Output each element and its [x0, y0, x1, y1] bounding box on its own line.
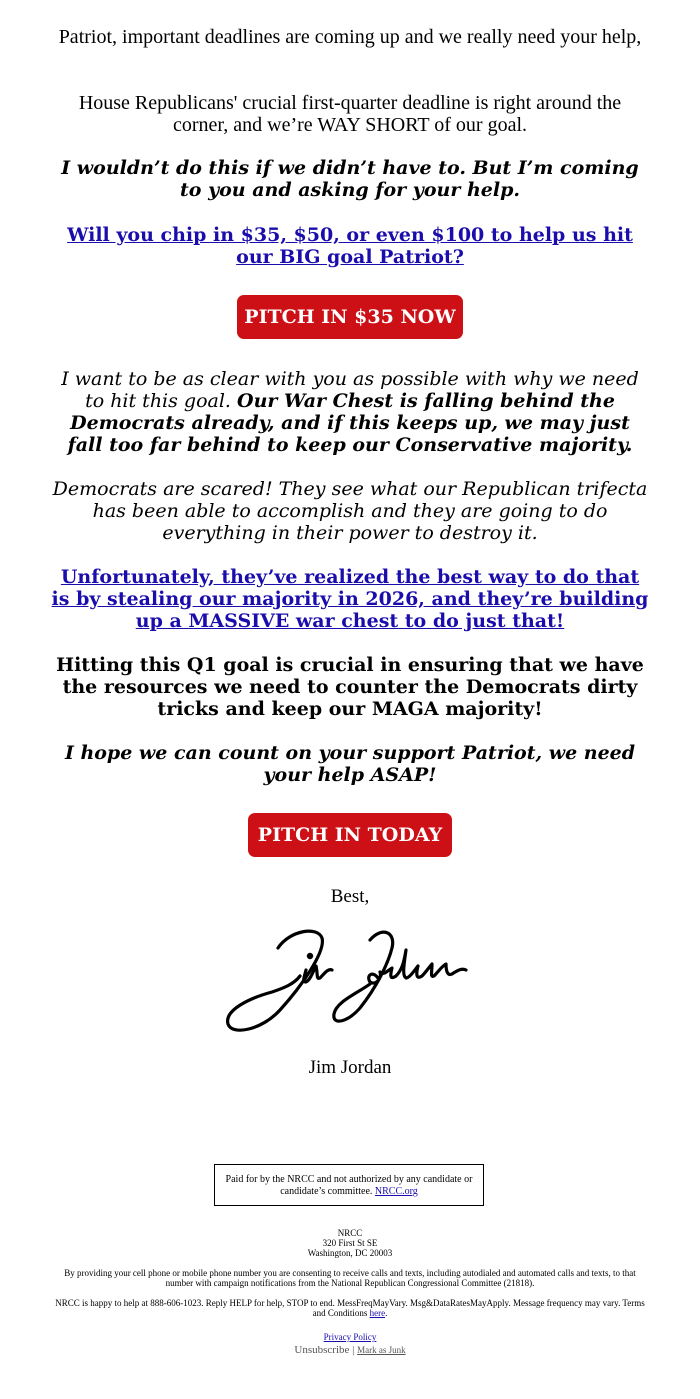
privacy-policy-link[interactable]: Privacy Policy: [323, 1332, 377, 1342]
help-text: [50, 1298, 650, 1318]
help-end: .: [385, 1308, 388, 1318]
majority-link[interactable]: Unfortunately, they’ve realized the best way to do that is by stealing our majority in 2026, and they’re building up a MASSIVE war chest to do just that!: [51, 566, 649, 632]
nrcc-link[interactable]: NRCC.org: [374, 1186, 418, 1197]
footer-separator: |: [352, 1344, 355, 1356]
support-paragraph: I hope we can count on your support Patriot, we need your help ASAP!: [64, 742, 636, 786]
pitch-in-35-button[interactable]: PITCH IN $35 NOW: [237, 295, 463, 339]
appeal-paragraph: I wouldn’t do this if we didn’t have to. But I’m coming to you and asking for your help.: [61, 157, 639, 201]
democrats-paragraph: Democrats are scared! They see what our Republican trifecta has been able to accomplish and they are going to do everything in their power to destroy it.: [52, 478, 648, 544]
donate-ask-link[interactable]: Will you chip in $35, $50, or even $100 to help us hit our BIG goal Patriot?: [67, 224, 633, 268]
closing: Best,: [330, 886, 370, 907]
donate-ask-paragraph: [50, 224, 650, 268]
war-chest-paragraph: [50, 368, 650, 456]
disclaimer-text: Paid for by the NRCC and not authorized by any candidate or candidate’s committee.: [225, 1174, 473, 1197]
unsubscribe-link[interactable]: Unsubscribe: [294, 1344, 350, 1356]
pitch-in-today-button[interactable]: PITCH IN TODAY: [248, 813, 452, 857]
mark-as-junk-link[interactable]: Mark as Junk: [357, 1345, 406, 1355]
address-street: 320 First St SE: [322, 1238, 378, 1248]
paid-for-disclaimer: [214, 1164, 484, 1206]
help-body: NRCC is happy to help at 888-606-1023. Reply HELP for help, STOP to end. MessFreqMayVary. Msg&DataRatesMayApply. Message frequency may vary. Terms and Conditions: [55, 1298, 645, 1318]
address-city: Washington, DC 20003: [307, 1248, 393, 1258]
address-block: [50, 1228, 650, 1258]
unsubscribe-row: [50, 1344, 650, 1356]
address-org: NRCC: [337, 1228, 363, 1238]
signature-image: [220, 918, 480, 1043]
war-chest-intro: I want to be as clear with you as possible with why we need to hit this goal.: [61, 368, 639, 412]
signer-name: Jim Jordan: [308, 1057, 392, 1078]
terms-here-link[interactable]: here: [369, 1308, 386, 1318]
intro-paragraph: Patriot, important deadlines are coming up and we really need your help,: [58, 26, 642, 48]
q1-goal-paragraph: Hitting this Q1 goal is crucial in ensuring that we have the resources we need to counter the Democrats dirty tricks and keep our MAGA majority!: [56, 654, 644, 720]
signature-text: Jim Jordan: [220, 918, 226, 919]
deadline-paragraph: House Republicans' crucial first-quarter deadline is right around the corner, and we’re WAY SHORT of our goal.: [78, 92, 622, 136]
war-chest-emphasis: Our War Chest is falling behind the Democrats already, and if this keeps up, we may just fall too far behind to keep our Conservative majority.: [67, 390, 633, 456]
consent-text: By providing your cell phone or mobile phone number you are consenting to receive calls and texts, including autodialed and automated calls and texts, to that number with campaign notifications from the National Republican Congressional Committee (21818).: [64, 1268, 636, 1288]
privacy-row: [50, 1332, 650, 1342]
majority-paragraph: [50, 566, 650, 632]
